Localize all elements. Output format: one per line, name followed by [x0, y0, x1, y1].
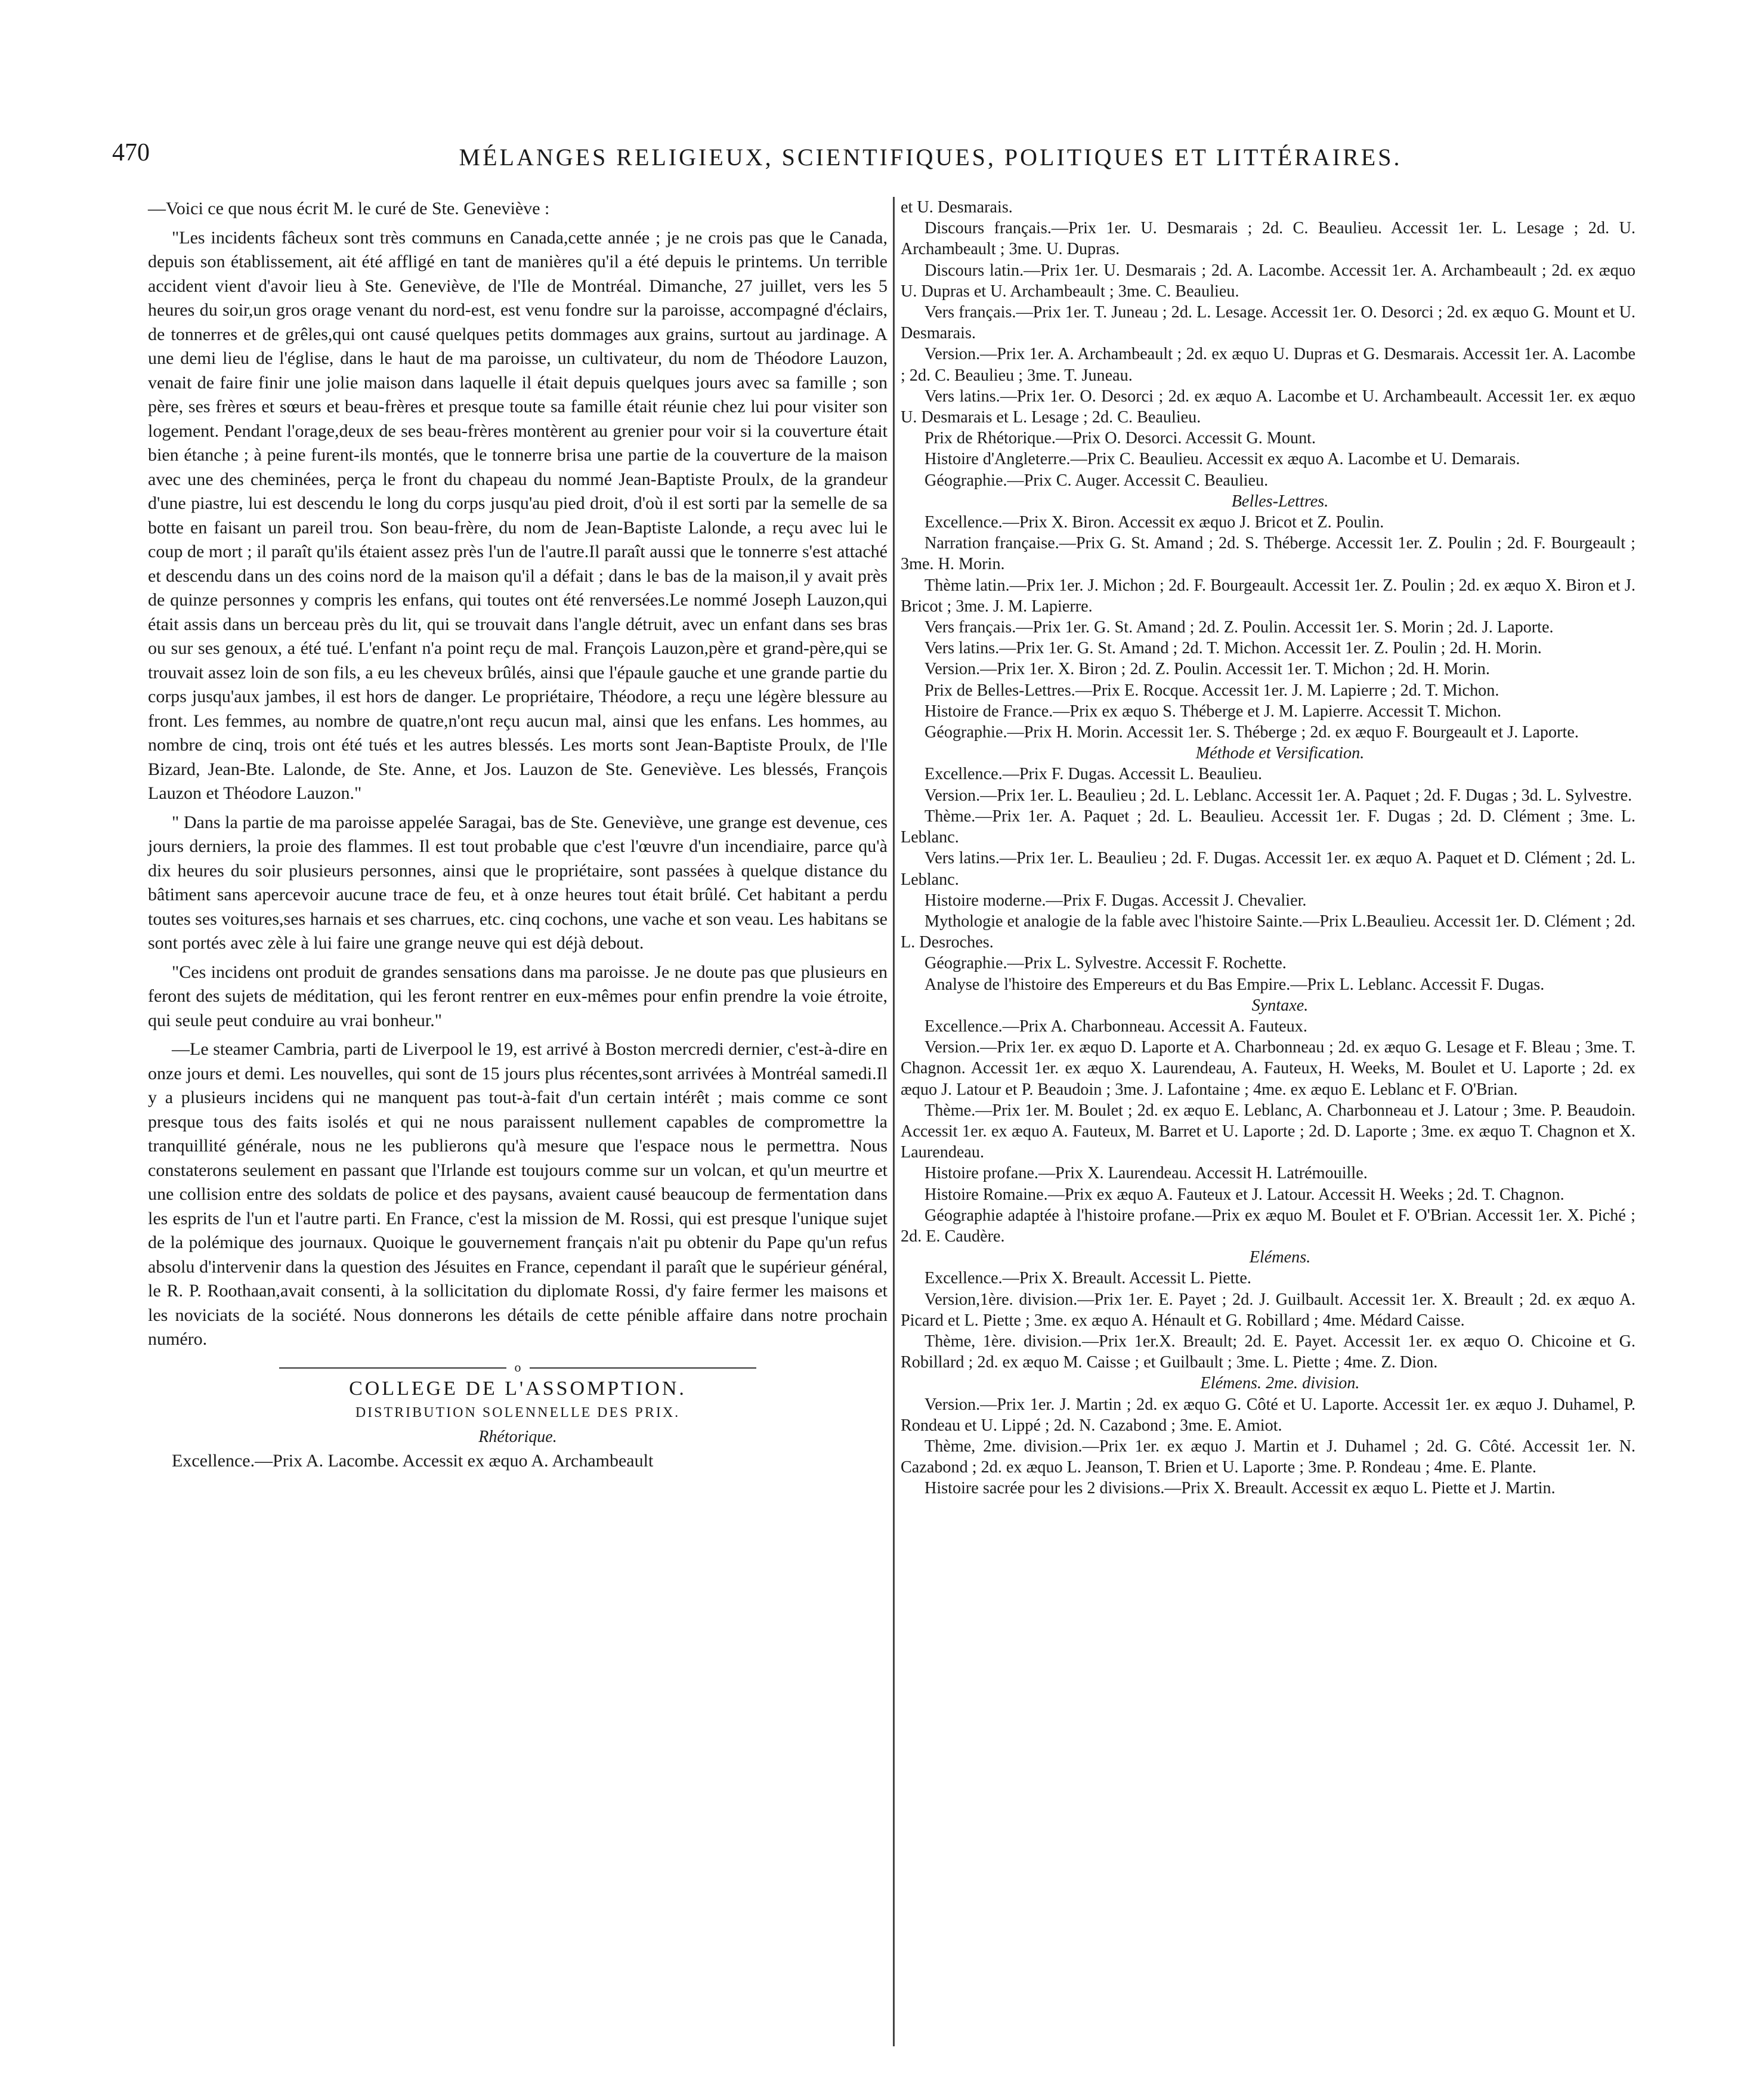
subsection-title: Méthode et Versification.	[1195, 744, 1365, 763]
prize-entry: Analyse de l'histoire des Empereurs et du Bas Empire.—Prix L. Leblanc. Accessit F. Dugas.	[924, 975, 1545, 994]
prize-entry: Thème, 1ère. division.—Prix 1er.X. Breault; 2d. E. Payet. Accessit 1er. ex æquo O. Chicoine et G. Robillard ; 2d. ex æquo M. Caisse ; et Guilbault ; 3me. L. Piette ; 4me. Z. Dion.	[901, 1332, 1635, 1372]
prize-entry: Vers latins.—Prix 1er. G. St. Amand ; 2d. T. Michon. Accessit 1er. Z. Poulin ; 2d. H. Morin.	[924, 639, 1542, 658]
prize-entry: Excellence.—Prix X. Biron. Accessit ex æquo J. Bricot et Z. Poulin.	[924, 513, 1384, 532]
prize-entry: Mythologie et analogie de la fable avec l'histoire Sainte.—Prix L.Beaulieu. Accessit 1er. D. Clément ; 2d. L. Desroches.	[901, 912, 1635, 952]
prize-entry: Histoire profane.—Prix X. Laurendeau. Accessit H. Latrémouille.	[924, 1164, 1368, 1183]
prize-entry: Histoire moderne.—Prix F. Dugas. Accessit J. Chevalier.	[924, 891, 1307, 910]
prize-entry: Excellence.—Prix X. Breault. Accessit L. Piette.	[924, 1269, 1251, 1288]
prize-entry: Géographie adaptée à l'histoire profane.—Prix ex æquo M. Boulet et F. O'Brian. Accessit 1er. X. Piché ; 2d. E. Caudère.	[901, 1206, 1635, 1246]
prize-entry: Version.—Prix 1er. L. Beaulieu ; 2d. L. Leblanc. Accessit 1er. A. Paquet ; 2d. F. Dugas ; 3d. L. Sylvestre.	[924, 786, 1632, 805]
prize-entry: Version,1ère. division.—Prix 1er. E. Payet ; 2d. J. Guilbault. Accessit 1er. X. Breault ; 2d. ex æquo A. Picard et L. Piette ; 3me. ex æquo A. Hénault et G. Robillard ; 4me. Médard Caisse.	[901, 1290, 1635, 1330]
prize-entry: Histoire Romaine.—Prix ex æquo A. Fauteux et J. Latour. Accessit H. Weeks ; 2d. T. Chagnon.	[924, 1185, 1564, 1204]
prize-entry: et U. Desmarais.	[901, 198, 1013, 217]
prize-entry: Histoire d'Angleterre.—Prix C. Beaulieu. Accessit ex æquo A. Lacombe et U. Demarais.	[924, 450, 1520, 469]
column-left	[148, 197, 888, 1474]
prize-entry: Vers latins.—Prix 1er. L. Beaulieu ; 2d. F. Dugas. Accessit 1er. ex æquo A. Paquet et D. Clément ; 2d. L. Leblanc.	[901, 849, 1635, 889]
prize-entry: Excellence.—Prix A. Lacombe. Accessit ex æquo A. Archambeault	[172, 1451, 654, 1471]
prize-entry: Thème.—Prix 1er. A. Paquet ; 2d. L. Beaulieu. Accessit 1er. F. Dugas ; 2d. D. Clément ; 3me. L. Leblanc.	[901, 807, 1635, 847]
prize-entry: Géographie.—Prix L. Sylvestre. Accessit F. Rochette.	[924, 954, 1287, 973]
article-paragraph: "Ces incidens ont produit de grandes sensations dans ma paroisse. Je ne doute pas que plusieurs en feront des sujets de méditation, qui les feront rentrer en eux-mêmes pour enfin prendre la voie étroite, qui seule peut conduire au vrai bonheur."	[148, 962, 888, 1030]
college-section-title: Rhétorique.	[478, 1427, 557, 1446]
page-number: 470	[112, 139, 150, 166]
college-title: COLLEGE DE L'ASSOMPTION.	[349, 1377, 687, 1400]
subsection-title: Syntaxe.	[1251, 996, 1309, 1015]
prize-entry: Excellence.—Prix F. Dugas. Accessit L. Beaulieu.	[924, 765, 1263, 784]
prize-entry: Vers latins.—Prix 1er. O. Desorci ; 2d. ex æquo A. Lacombe et U. Archambeault. Accessit 1er. ex æquo U. Desmarais et L. Lesage ; 2d. C. Beaulieu.	[901, 387, 1635, 427]
prize-entry: Excellence.—Prix A. Charbonneau. Accessit A. Fauteux.	[924, 1017, 1307, 1036]
article-paragraph: "Les incidents fâcheux sont très communs en Canada,cette année ; je ne crois pas que le Canada, depuis son établissement, ait été affligé en tant de manières qu'il a été depuis le printems. Un terrible accident vient d'avoir lieu à Ste. Geneviève, de l'Ile de Montréal. Dimanche, 27 juillet, vers les 5 heures du soir,un gros orage venant du nord-est, est venu fondre sur la paroisse, accompagné d'éclairs, de tonnerres et de grêles,qui ont causé quelques petits dommages aux grains, surtout au jardinage. A une demi lieu de l'église, dans le haut de ma paroisse, un cultivateur, du nom de Théodore Lauzon, venait de faire finir une jolie maison dans laquelle il était depuis quelques jours avec sa famille ; son père, ses frères et sœurs et beau-frères et presque toute sa famille était réunie chez lui pour visiter son logement. Pendant l'orage,deux de ses beau-frères montèrent au grenier pour voir si la couverture était bien étanche ; à peine furent-ils montés, que le tonnerre brisa une partie de la couverture de la maison avec une des cheminées, perça le front du chapeau du nommé Jean-Baptiste Proulx, de la grandeur d'une piastre, lui est descendu le long du corps jusqu'au pied droit, d'où il est sorti par la semelle de sa botte en faisant un pareil trou. Son beau-frère, du nom de Jean-Baptiste Lalonde, a reçu avec lui le coup de mort ; il paraît qu'ils étaient assez près l'un de l'autre.Il paraît aussi que le tonnerre s'est attaché et descendu dans un des coins nord de la maison qu'il a défait ; dans le bas de la maison,il y avait près de quinze personnes y compris les enfans, qui toutes ont été renversées.Le nommé Joseph Lauzon,qui était assis dans un berceau près du lit, qui se trouvait dans l'angle détruit, avec un enfant dans ses bras ou sur ses genoux, a été tué. L'enfant n'a point reçu de mal. François Lauzon,père et grand-père,qui se trouvait assez loin de son fils, a eu les cheveux brûlés, ainsi que l'épaule gauche et une grande partie du corps jusqu'aux jambes, il est hors de danger. Le propriétaire, Théodore, a reçu une légère blessure au front. Les femmes, au nombre de quatre,n'ont reçu aucun mal, ainsi que les enfans. Les hommes, au nombre de cinq, trois ont été tués et les autres blessés. Les morts sont Jean-Baptiste Proulx, de l'Ile Bizard, Jean-Bte. Lalonde, de Ste. Anne, et Jos. Lauzon de Ste. Geneviève. Les blessés, François Lauzon et Théodore Lauzon."	[148, 227, 888, 803]
prize-entry: Version.—Prix 1er. ex æquo D. Laporte et A. Charbonneau ; 2d. ex æquo G. Lesage et F. Bleau ; 3me. T. Chagnon. Accessit 1er. ex æquo X. Laurendeau, A. Fauteux, H. Weeks, M. Boulet et U. Laporte ; 2d. ex æquo J. Latour et P. Beaudoin ; 3me. J. Lafontaine ; 4me. ex æquo E. Leblanc et F. O'Brian.	[901, 1038, 1635, 1099]
running-head: MÉLANGES RELIGIEUX, SCIENTIFIQUES, POLITIQUES ET LITTÉRAIRES.	[459, 144, 1402, 171]
section-ornament-rule	[148, 1360, 888, 1375]
rule-line-left	[279, 1367, 506, 1369]
article-paragraph: —Le steamer Cambria, parti de Liverpool le 19, est arrivé à Boston mercredi dernier, c'est-à-dire en onze jours et demi. Les nouvelles, qui sont de 15 jours plus récentes,sont arrivées à Montréal samedi.Il y a plusieurs incidens qui ne manquent pas tout-à-fait d'un certain intérêt ; mais comme ce sont presque tous des faits isolés et qui ne nous paraissent nullement capables de compromettre la tranquillité générale, nous ne les publierons qu'à mesure que l'espace nous le permettra. Nous constaterons seulement en passant que l'Irlande est toujours comme sur un volcan, et qu'un meurtre et une collision entre des soldats de police et des paysans, avaient causé beaucoup de fermentation dans les esprits de l'un et l'autre parti. En France, c'est la mission de M. Rossi, qui est presque l'unique sujet de la polémique des journaux. Quoique le gouvernement français n'ait pu obtenir du Pape qu'un refus absolu d'intervenir dans la question des Jésuites en France, cependant il paraît que le supérieur général, le R. P. Roothaan,avait consenti, à la sollicitation du diplomate Rossi, d'y faire fermer les maisons et les noviciats de la société. Nous donnerons les détails de cette pénible affaire dans notre prochain numéro.	[148, 1039, 888, 1349]
article-paragraph: " Dans la partie de ma paroisse appelée Saragai, bas de Ste. Geneviève, une grange est devenue, ces jours derniers, la proie des flammes. Il est tout probable que c'est l'œuvre d'un incendiaire, parce qu'à dix heures du soir plusieurs personnes, ainsi que le propriétaire, sont passées à quelque distance du bâtiment sans apercevoir aucune trace de feu, et à onze heures tout était brûlé. Cet habitant a perdu toutes ses voitures,ses harnais et ses charrues, etc. cinq cochons, une vache et son veau. Les habitans se sont portés avec zèle à lui faire une grange neuve qui est déjà debout.	[148, 812, 888, 953]
rule-line-right	[530, 1367, 757, 1369]
prize-entry: Géographie.—Prix C. Auger. Accessit C. Beaulieu.	[924, 471, 1269, 490]
prize-entry: Prix de Belles-Lettres.—Prix E. Rocque. Accessit 1er. J. M. Lapierre ; 2d. T. Michon.	[924, 681, 1499, 700]
prize-entry: Vers français.—Prix 1er. G. St. Amand ; 2d. Z. Poulin. Accessit 1er. S. Morin ; 2d. J. Laporte.	[924, 618, 1554, 637]
prize-entry: Discours français.—Prix 1er. U. Desmarais ; 2d. C. Beaulieu. Accessit 1er. L. Lesage ; 2d. U. Archambeault ; 3me. U. Dupras.	[901, 219, 1635, 259]
subsection-title: Elémens.	[1249, 1248, 1311, 1267]
prize-entry: Thème latin.—Prix 1er. J. Michon ; 2d. F. Bourgeault. Accessit 1er. Z. Poulin ; 2d. ex æquo X. Biron et J. Bricot ; 3me. J. M. Lapierre.	[901, 576, 1635, 616]
prize-entry: Thème.—Prix 1er. M. Boulet ; 2d. ex æquo E. Leblanc, A. Charbonneau et J. Latour ; 3me. P. Beaudoin. Accessit 1er. ex æquo A. Fauteux, M. Barret et U. Laporte ; 2d. D. Laporte ; 3me. ex æquo T. Chagnon et X. Laurendeau.	[901, 1101, 1635, 1162]
article-intro: —Voici ce que nous écrit M. le curé de Ste. Geneviève :	[148, 199, 550, 218]
subsection-title: Elémens. 2me. division.	[1200, 1374, 1360, 1393]
rule-ornament-mark: o	[514, 1360, 521, 1375]
prize-entry: Géographie.—Prix H. Morin. Accessit 1er. S. Théberge ; 2d. ex æquo F. Bourgeault et J. Laporte.	[924, 723, 1579, 742]
column-divider	[893, 197, 895, 2046]
prize-entry: Histoire sacrée pour les 2 divisions.—Prix X. Breault. Accessit ex æquo L. Piette et J. Martin.	[924, 1479, 1556, 1498]
prize-entry: Vers français.—Prix 1er. T. Juneau ; 2d. L. Lesage. Accessit 1er. O. Desorci ; 2d. ex æquo G. Mount et U. Desmarais.	[901, 303, 1635, 343]
college-subtitle: DISTRIBUTION SOLENNELLE DES PRIX.	[355, 1405, 681, 1420]
prize-entry: Version.—Prix 1er. A. Archambeault ; 2d. ex æquo U. Dupras et G. Desmarais. Accessit 1er. A. Lacombe ; 2d. C. Beaulieu ; 3me. T. Juneau.	[901, 345, 1635, 385]
prize-entry: Version.—Prix 1er. X. Biron ; 2d. Z. Poulin. Accessit 1er. T. Michon ; 2d. H. Morin.	[924, 660, 1490, 679]
prize-entry: Thème, 2me. division.—Prix 1er. ex æquo J. Martin et J. Duhamel ; 2d. G. Côté. Accessit 1er. N. Cazabond ; 2d. ex æquo L. Jeanson, T. Brien et U. Laporte ; 3me. P. Rondeau ; 4me. E. Plante.	[901, 1437, 1635, 1477]
subsection-title: Belles-Lettres.	[1231, 492, 1329, 511]
prize-entry: Histoire de France.—Prix ex æquo S. Théberge et J. M. Lapierre. Accessit T. Michon.	[924, 702, 1502, 721]
prize-entry: Prix de Rhétorique.—Prix O. Desorci. Accessit G. Mount.	[924, 429, 1316, 448]
prize-entry: Discours latin.—Prix 1er. U. Desmarais ; 2d. A. Lacombe. Accessit 1er. A. Archambeault ; 2d. ex æquo U. Dupras et U. Archambeault ; 3me. C. Beaulieu.	[901, 261, 1635, 301]
column-right	[901, 197, 1635, 1499]
prize-entry: Version.—Prix 1er. J. Martin ; 2d. ex æquo G. Côté et U. Laporte. Accessit 1er. ex æquo J. Duhamel, P. Rondeau et U. Lippé ; 2d. N. Cazabond ; 3me. E. Amiot.	[901, 1395, 1635, 1435]
prize-entry: Narration française.—Prix G. St. Amand ; 2d. S. Théberge. Accessit 1er. Z. Poulin ; 2d. F. Bourgeault ; 3me. H. Morin.	[901, 534, 1635, 574]
